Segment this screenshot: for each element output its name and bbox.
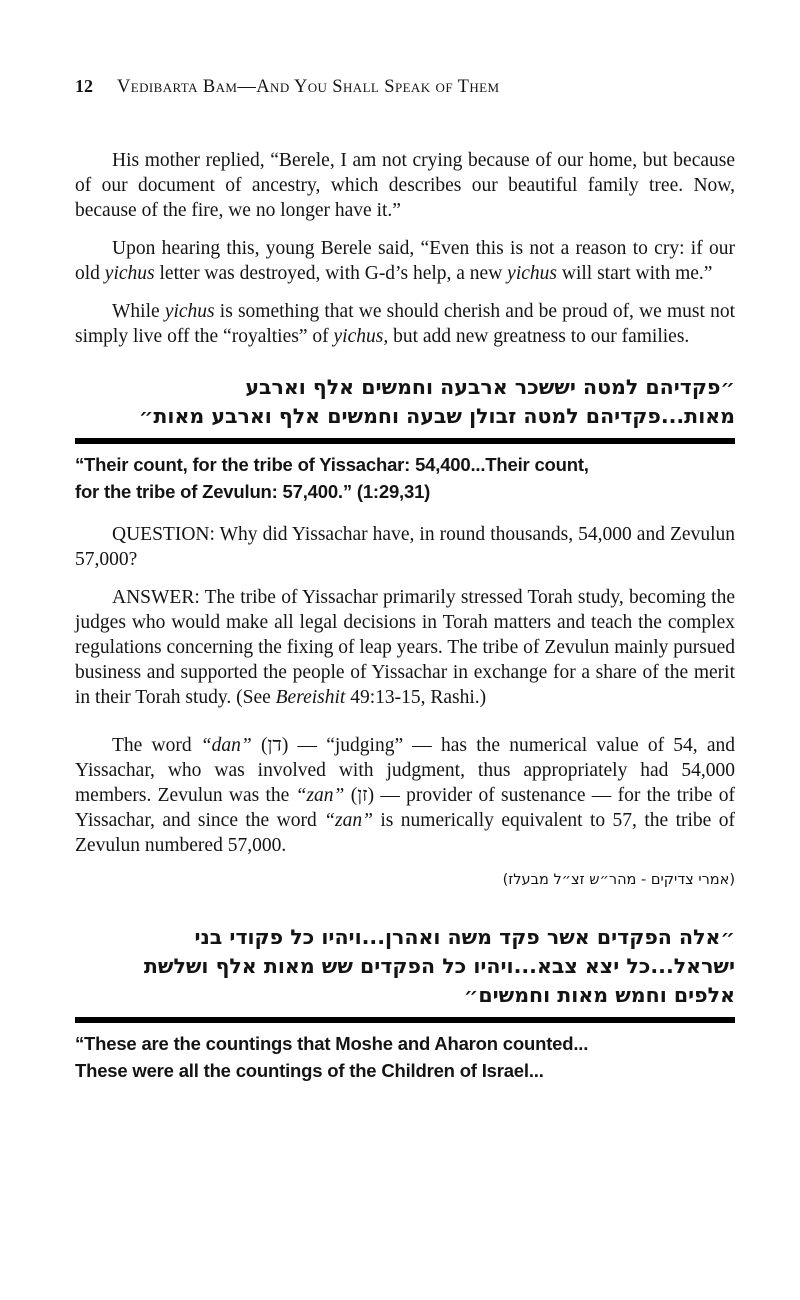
italic-term-zan: “zan” <box>295 785 345 806</box>
text-segment: The word <box>112 735 201 756</box>
source-attribution: (אמרי צדיקים - מהר״ש זצ״ל מבעלז) <box>502 872 735 888</box>
question-paragraph: QUESTION: Why did Yissachar have, in round thousands, 54,000 and Zevulun 57,000? <box>75 524 735 570</box>
text-segment: letter was destroyed, with G-d’s help, a new <box>154 263 508 284</box>
verse-translation-line: “These are the countings that Moshe and Aharon counted... <box>75 1033 589 1054</box>
text-segment: 49:13-15, Rashi.) <box>345 687 487 708</box>
text-segment: is something that we should cherish and be proud of, we must not simply live off the “royalties” of <box>75 301 735 347</box>
text-segment: will start with me.” <box>557 263 713 284</box>
verse-translation-line: These were all the countings of the Children of Israel... <box>75 1060 544 1081</box>
hebrew-verse-line: ״אלה הפקדים אשר פקד משה ואהרן...ויהיו כל פקודי בני <box>194 925 735 949</box>
verse-translation-2 <box>75 1030 735 1084</box>
text-segment: but add new greatness to our families. <box>388 326 690 347</box>
text-segment: (דן) — “judging” — has the numerical value of 54, and Yissachar, who was involved with judgment, thus appropriately had 54,000 members. Zevulun was the <box>75 735 735 806</box>
section-divider <box>75 1017 735 1023</box>
gematria-paragraph <box>75 733 735 858</box>
section-divider <box>75 438 735 444</box>
text-segment: (זן) — provider of sustenance — for the tribe of Yissachar, and since the word <box>75 785 735 831</box>
story-paragraph-1: His mother replied, “Berele, I am not crying because of our home, but because of our document of ancestry, which describes our beautiful family tree. Now, because of the fire, we no longer have it.” <box>75 150 735 221</box>
italic-term-dan: “dan” <box>200 735 252 756</box>
text-segment: While <box>112 301 165 322</box>
italic-term-zan: “zan” <box>324 810 373 831</box>
hebrew-verse-line: מאות...פקדיהם למטה זבולן שבעה וחמשים אלף וארבע מאות״ <box>138 404 735 428</box>
verse-translation-1 <box>75 451 735 505</box>
italic-term-yichus: yichus <box>104 263 155 284</box>
verse-translation-line: “Their count, for the tribe of Yissachar: 54,400...Their count, <box>75 454 589 475</box>
hebrew-verse-line: ישראל...כל יצא צבא...ויהיו כל הפקדים שש מאות אלף ושלשת <box>143 954 735 978</box>
hebrew-verse-line: אלפים וחמש מאות וחמשים״ <box>463 983 735 1007</box>
text-segment: ANSWER: The tribe of Yissachar primarily stressed Torah study, becoming the judges who would make all legal decisions in Torah matters and teach the complex regulations concerning the fixing of leap years. The tribe of Zevulun mainly pursued business and supported the people of Yissachar in exchange for a share of the merit in their Torah study. (See <box>75 587 735 708</box>
hebrew-verse-heading-2 <box>75 923 735 1010</box>
page-number: 12 <box>75 76 93 96</box>
page-header <box>75 76 735 98</box>
italic-term-yichus: yichus, <box>333 326 389 347</box>
italic-term-yichus: yichus <box>507 263 557 284</box>
story-paragraph-3 <box>75 299 735 349</box>
italic-term-yichus: yichus <box>164 301 215 322</box>
book-title: Vedibarta Bam—And You Shall Speak of Them <box>117 77 500 97</box>
verse-translation-line: for the tribe of Zevulun: 57,400.” (1:29,31) <box>75 481 431 502</box>
answer-paragraph <box>75 585 735 710</box>
text-segment: Upon hearing this, young Berele said, “Even this is not a reason to cry: if our old <box>75 238 735 284</box>
italic-term-bereishit: Bereishit <box>275 687 346 708</box>
story-paragraph-2 <box>75 236 735 286</box>
hebrew-verse-line: ״פקדיהם למטה יששכר ארבעה וחמשים אלף וארבע <box>245 375 735 399</box>
text-segment: is numerically equivalent to 57, the tribe of Zevulun numbered 57,000. <box>75 810 735 856</box>
hebrew-verse-heading-1 <box>75 373 735 431</box>
